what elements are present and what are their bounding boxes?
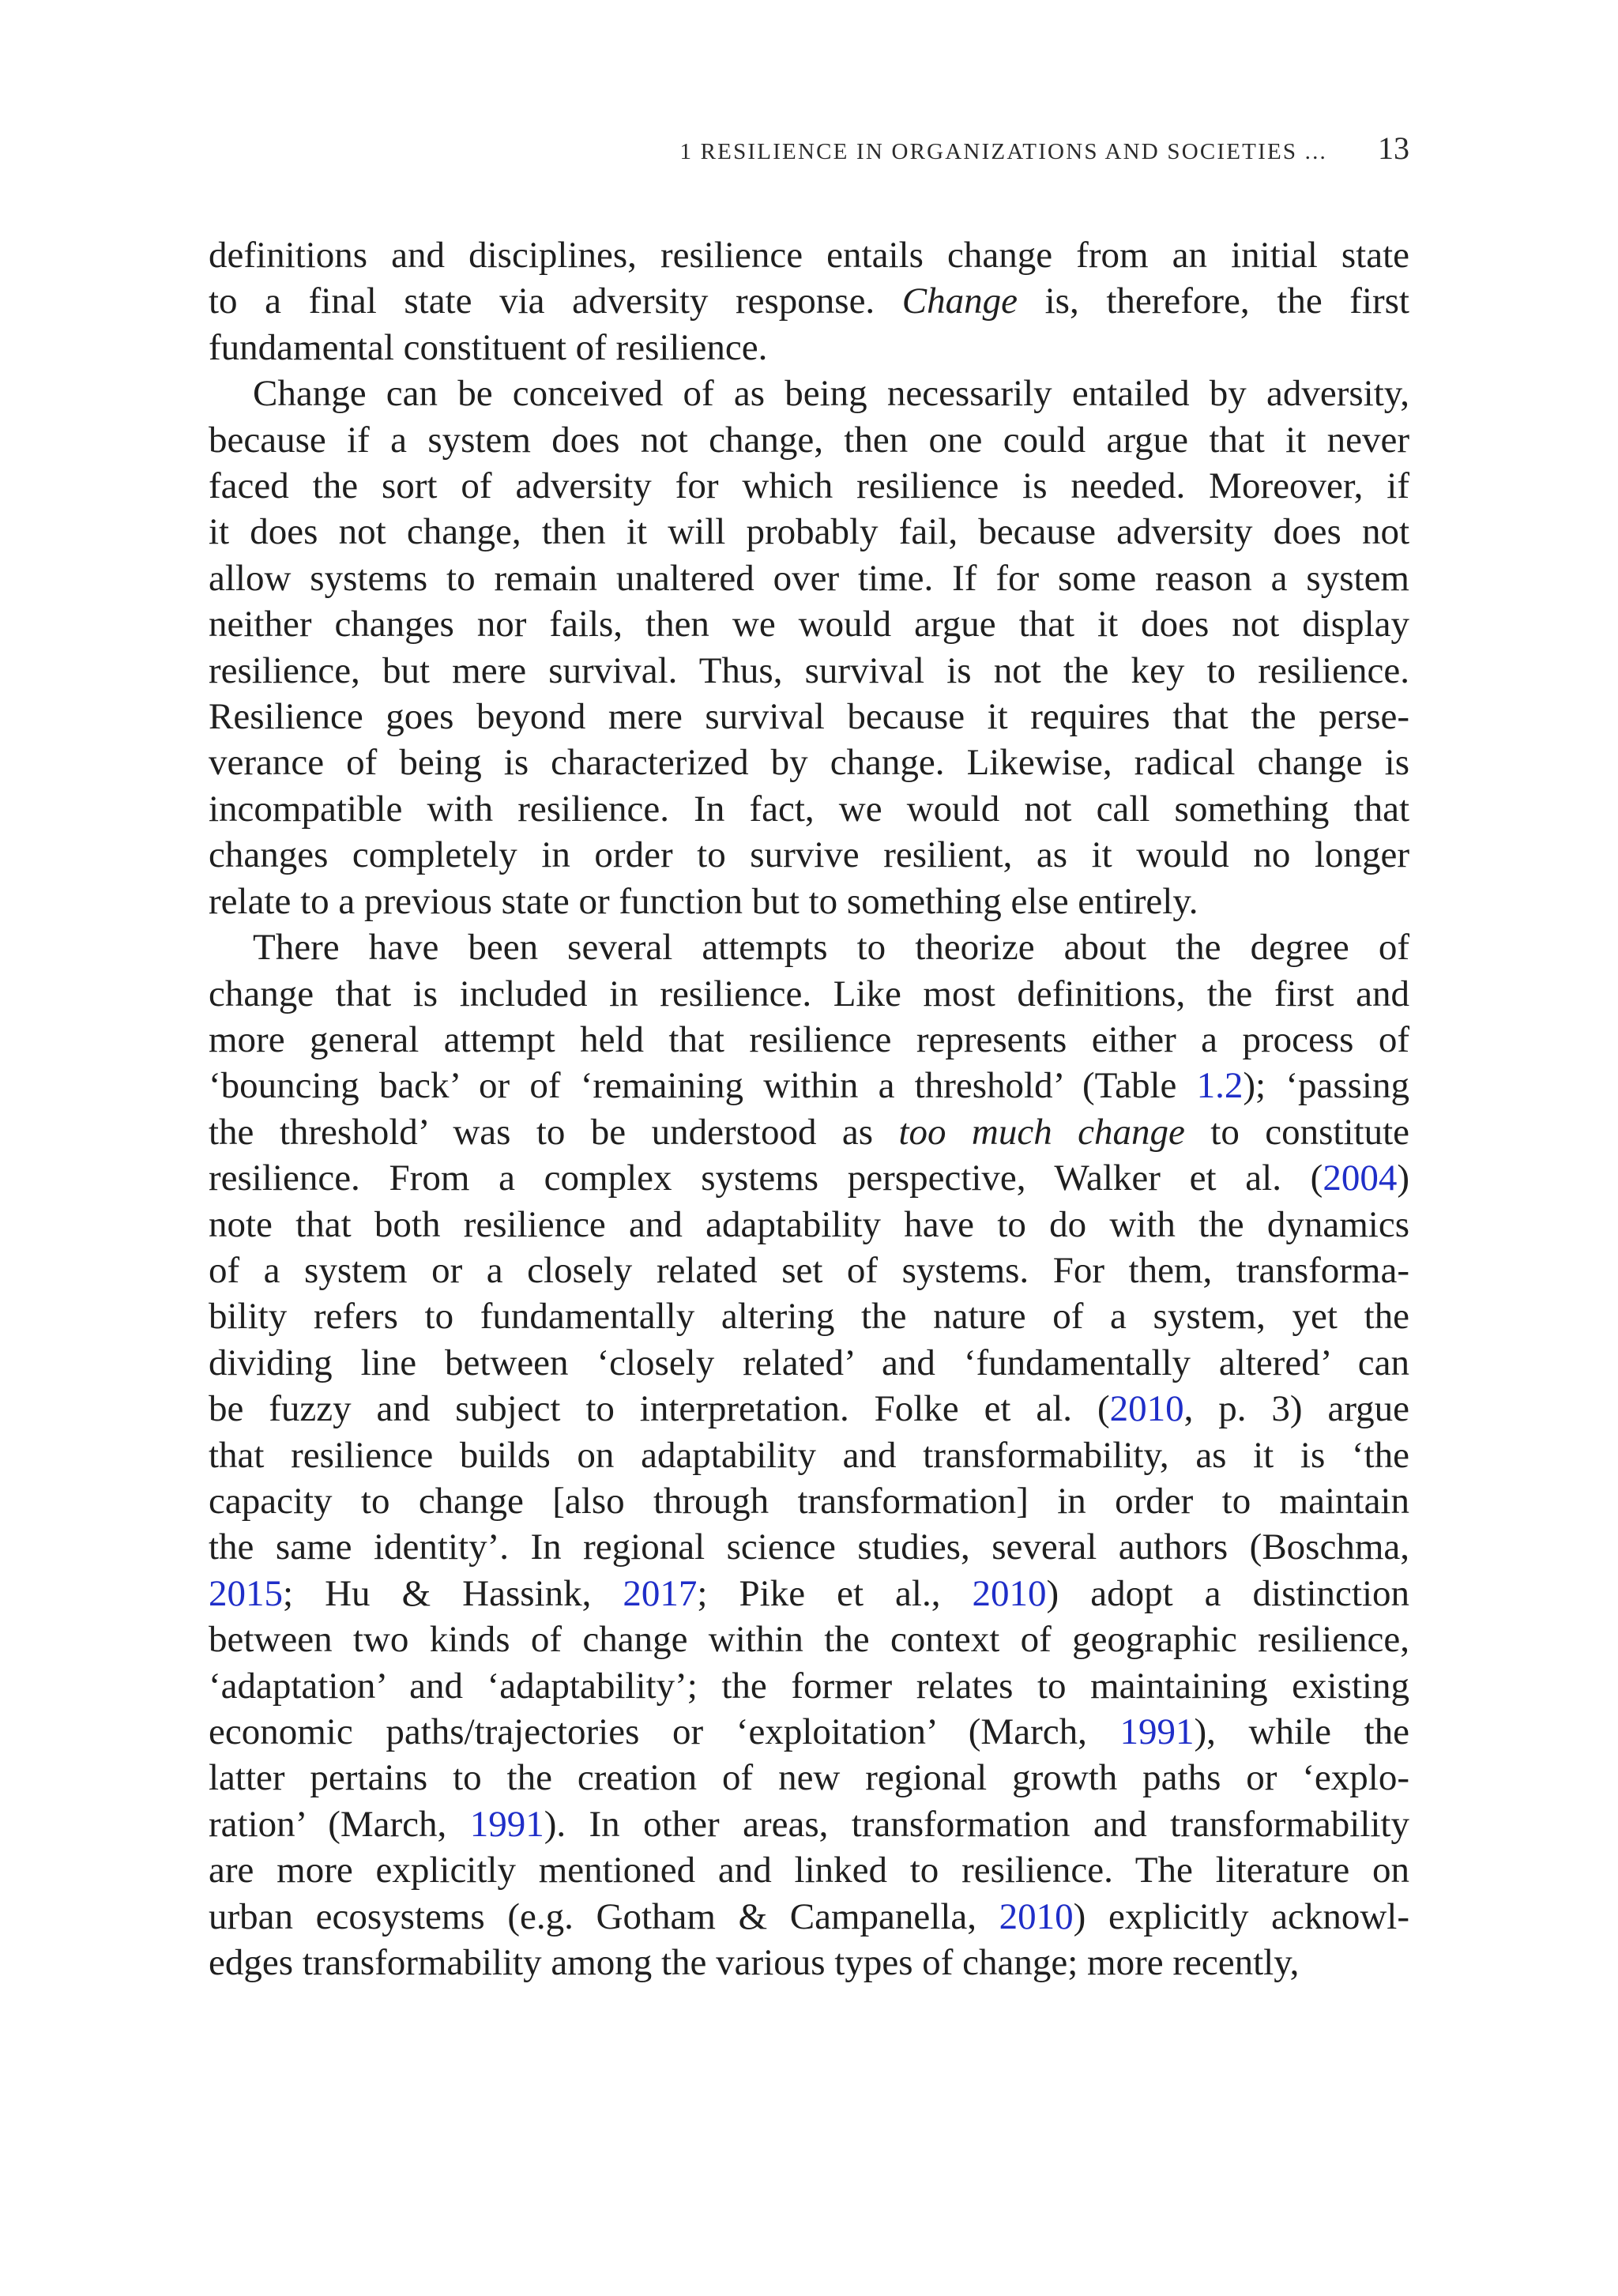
text-line bbox=[209, 1894, 1409, 1940]
text-line bbox=[209, 1293, 1409, 1339]
text-line bbox=[209, 1940, 1409, 1985]
text-segment: dividing line between ‘closely related’ and ‘fundamentally altered’ can bbox=[209, 1342, 1409, 1383]
text-line bbox=[209, 1017, 1409, 1063]
text-segment: fundamental constituent of resilience. bbox=[209, 326, 768, 368]
text-segment: , p. 3) argue bbox=[1183, 1388, 1409, 1430]
running-head: 1 RESILIENCE IN ORGANIZATIONS AND SOCIETIES ... bbox=[679, 139, 1327, 164]
text-line bbox=[209, 417, 1409, 463]
text-line bbox=[209, 1847, 1409, 1893]
citation-link[interactable]: 2010 bbox=[999, 1895, 1074, 1937]
text-segment: Resilience goes beyond mere survival because it requires that the perse- bbox=[209, 696, 1409, 738]
text-segment: resilience. From a complex systems perspective, Walker et al. ( bbox=[209, 1157, 1323, 1199]
emphasis-text: too much change bbox=[898, 1111, 1185, 1153]
text-line bbox=[209, 740, 1409, 785]
text-segment: between two kinds of change within the context of geographic resilience, bbox=[209, 1619, 1409, 1661]
citation-link[interactable]: 2010 bbox=[972, 1572, 1047, 1614]
text-segment: change that is included in resilience. Like most definitions, the first and bbox=[209, 973, 1409, 1014]
paragraph bbox=[209, 232, 1409, 371]
paragraph bbox=[209, 371, 1409, 924]
text-segment: definitions and disciplines, resilience entails change from an initial state bbox=[209, 235, 1409, 276]
text-segment: economic paths/trajectories or ‘exploitation’ (March, bbox=[209, 1711, 1120, 1752]
text-segment: ration’ (March, bbox=[209, 1803, 470, 1845]
text-line bbox=[209, 509, 1409, 555]
text-segment: the same identity’. In regional science studies, several authors (Boschma, bbox=[209, 1526, 1409, 1568]
text-line bbox=[209, 832, 1409, 878]
text-segment: because if a system does not change, then one could argue that it never bbox=[209, 419, 1409, 461]
text-line bbox=[209, 1155, 1409, 1201]
text-segment: ); ‘passing bbox=[1243, 1065, 1409, 1107]
emphasis-text: Change bbox=[901, 280, 1018, 322]
text-segment: ‘bouncing back’ or of ‘remaining within a threshold’ (Table bbox=[209, 1065, 1197, 1107]
text-segment: ; Hu & Hassink, bbox=[283, 1572, 623, 1614]
text-line bbox=[209, 371, 1409, 416]
text-segment: to constitute bbox=[1184, 1111, 1409, 1153]
text-line bbox=[209, 232, 1409, 278]
text-segment: Change can be conceived of as being necessarily entailed by adversity, bbox=[253, 373, 1409, 415]
text-line bbox=[209, 1432, 1409, 1478]
text-segment: ) adopt a distinction bbox=[1046, 1572, 1409, 1614]
text-line bbox=[209, 694, 1409, 740]
text-segment: that resilience builds on adaptability and transformability, as it is ‘the bbox=[209, 1434, 1409, 1476]
text-segment: edges transformability among the various types of change; more recently, bbox=[209, 1942, 1300, 1984]
text-line bbox=[209, 601, 1409, 647]
text-line bbox=[209, 1202, 1409, 1248]
citation-link[interactable]: 1991 bbox=[1119, 1711, 1195, 1752]
text-line bbox=[209, 1063, 1409, 1108]
text-line bbox=[209, 1617, 1409, 1662]
text-line bbox=[209, 325, 1409, 371]
text-segment: bility refers to fundamentally altering the nature of a system, yet the bbox=[209, 1296, 1409, 1338]
text-segment: faced the sort of adversity for which resilience is needed. Moreover, if bbox=[209, 465, 1409, 507]
citation-link[interactable]: 2004 bbox=[1323, 1157, 1398, 1199]
text-segment: be fuzzy and subject to interpretation. Folke et al. ( bbox=[209, 1388, 1110, 1430]
text-segment: is, therefore, the first bbox=[1018, 280, 1409, 322]
text-line bbox=[209, 1801, 1409, 1847]
text-segment: incompatible with resilience. In fact, we would not call something that bbox=[209, 788, 1409, 830]
text-line bbox=[209, 786, 1409, 832]
citation-link[interactable]: 2017 bbox=[623, 1572, 698, 1614]
text-segment: latter pertains to the creation of new regional growth paths or ‘explo- bbox=[209, 1757, 1409, 1799]
text-segment: ), while the bbox=[1194, 1711, 1410, 1752]
text-line bbox=[209, 463, 1409, 509]
text-segment: ) bbox=[1397, 1157, 1409, 1199]
text-line bbox=[209, 1340, 1409, 1386]
text-line bbox=[209, 1663, 1409, 1709]
text-line bbox=[209, 1709, 1409, 1755]
citation-link[interactable]: 2015 bbox=[209, 1572, 283, 1614]
text-segment: ). In other areas, transformation and transformability bbox=[544, 1803, 1409, 1845]
text-line bbox=[209, 1524, 1409, 1570]
text-segment: verance of being is characterized by change. Likewise, radical change is bbox=[209, 742, 1409, 784]
text-line bbox=[209, 1478, 1409, 1524]
text-line bbox=[209, 1755, 1409, 1801]
citation-link[interactable]: 1991 bbox=[469, 1803, 544, 1845]
text-line bbox=[209, 1248, 1409, 1293]
text-segment: allow systems to remain unaltered over time. If for some reason a system bbox=[209, 557, 1409, 599]
page-header bbox=[209, 130, 1409, 177]
text-segment: capacity to change [also through transformation] in order to maintain bbox=[209, 1480, 1409, 1522]
text-line bbox=[209, 879, 1409, 924]
text-segment: are more explicitly mentioned and linked to resilience. The literature on bbox=[209, 1850, 1409, 1891]
text-line bbox=[209, 1386, 1409, 1432]
citation-link[interactable]: 1.2 bbox=[1196, 1065, 1244, 1107]
text-line bbox=[209, 1571, 1409, 1617]
text-segment: urban ecosystems (e.g. Gotham & Campanella, bbox=[209, 1895, 999, 1937]
text-line bbox=[209, 924, 1409, 970]
text-segment: ‘adaptation’ and ‘adaptability’; the former relates to maintaining existing bbox=[209, 1665, 1409, 1707]
page-number: 13 bbox=[1378, 130, 1409, 166]
text-segment: note that both resilience and adaptability have to do with the dynamics bbox=[209, 1203, 1409, 1245]
text-segment: ; Pike et al., bbox=[697, 1572, 973, 1614]
text-segment: more general attempt held that resilience represents either a process of bbox=[209, 1018, 1409, 1060]
text-segment: the threshold’ was to be understood as bbox=[209, 1111, 899, 1153]
text-line bbox=[209, 648, 1409, 694]
text-segment: relate to a previous state or function but to something else entirely. bbox=[209, 880, 1198, 922]
text-line bbox=[209, 971, 1409, 1017]
body-text bbox=[209, 232, 1409, 1985]
text-segment: it does not change, then it will probably fail, because adversity does not bbox=[209, 511, 1409, 553]
text-segment: changes completely in order to survive resilient, as it would no longer bbox=[209, 834, 1409, 876]
text-segment: neither changes nor fails, then we would argue that it does not display bbox=[209, 604, 1409, 646]
text-segment: There have been several attempts to theorize about the degree of bbox=[253, 927, 1409, 969]
text-segment: of a system or a closely related set of systems. For them, transforma- bbox=[209, 1249, 1409, 1291]
text-line bbox=[209, 1109, 1409, 1155]
text-line bbox=[209, 278, 1409, 324]
text-segment: ) explicitly acknowl- bbox=[1073, 1895, 1409, 1937]
citation-link[interactable]: 2010 bbox=[1109, 1388, 1184, 1430]
text-segment: resilience, but mere survival. Thus, survival is not the key to resilience. bbox=[209, 649, 1409, 691]
paragraph bbox=[209, 924, 1409, 1985]
text-segment: to a final state via adversity response. bbox=[209, 280, 902, 322]
text-line bbox=[209, 555, 1409, 601]
